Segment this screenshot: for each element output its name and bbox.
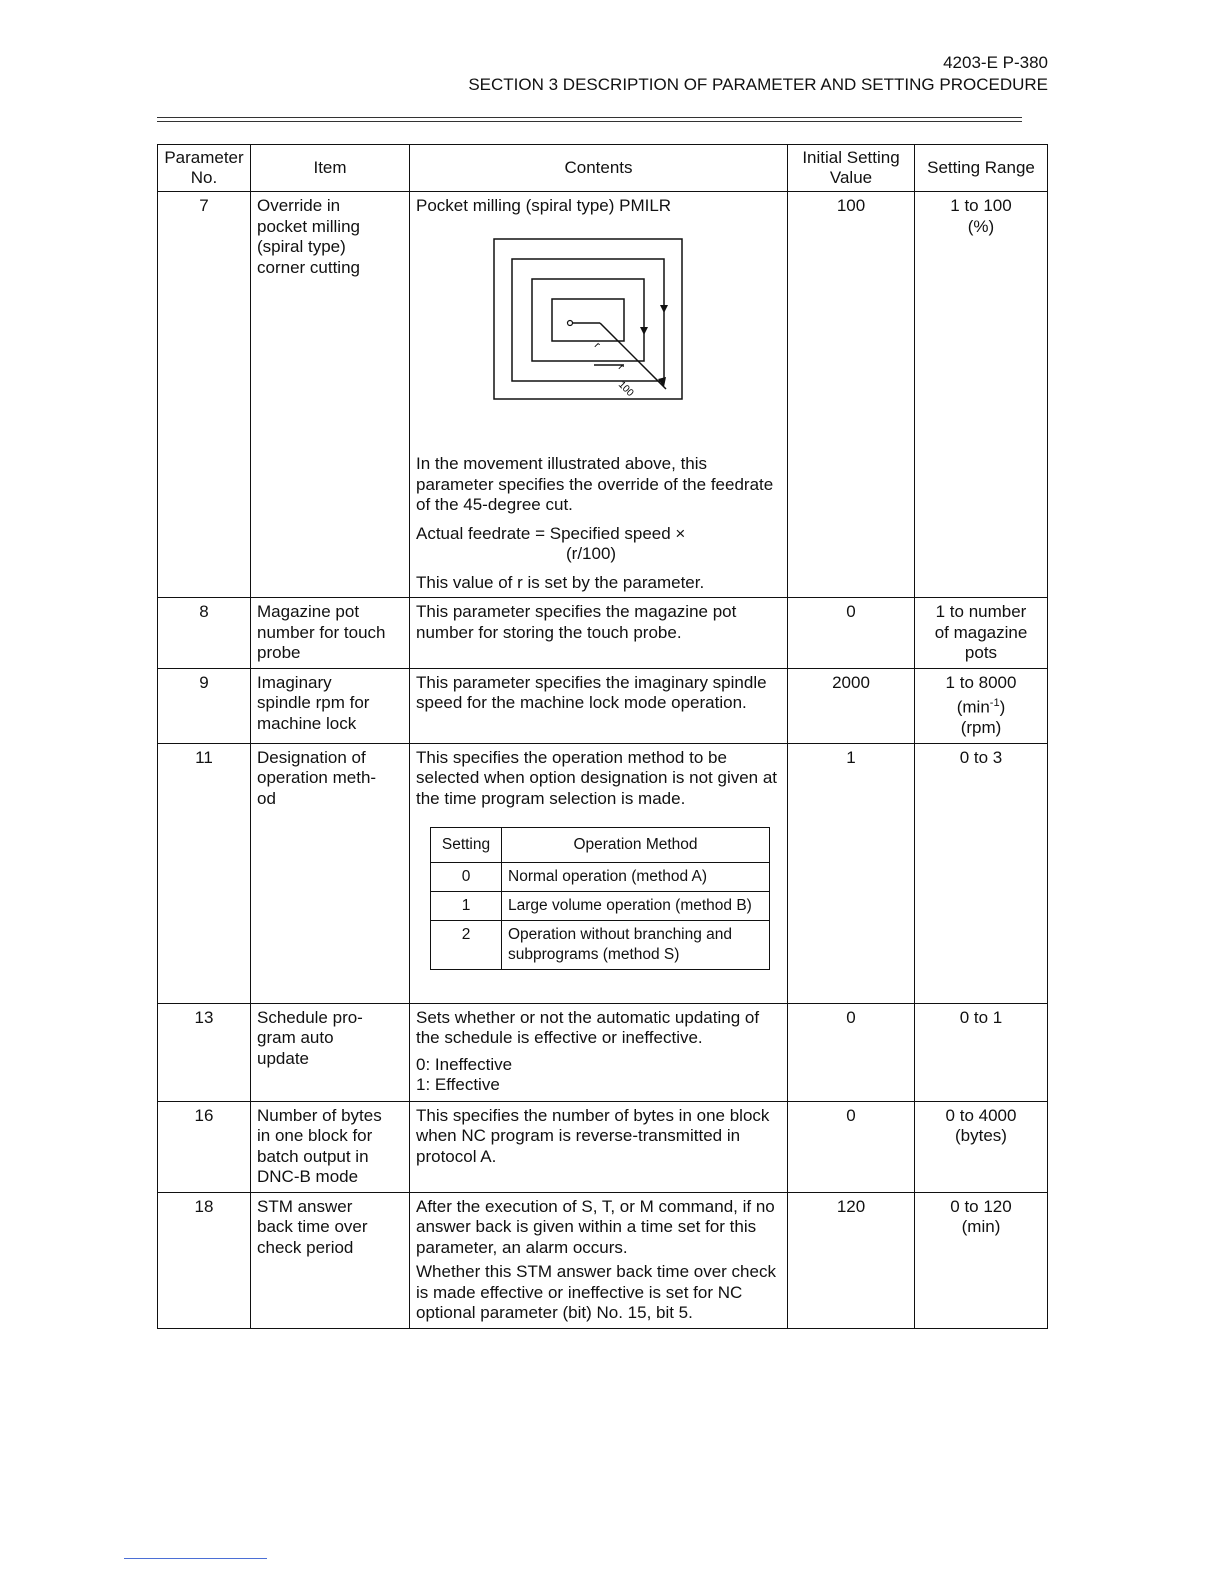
section-title: SECTION 3 DESCRIPTION OF PARAMETER AND SETTING PROCEDURE — [468, 75, 1048, 94]
item-name: STM answer back time over check period — [251, 1192, 410, 1328]
item-name: Designation of operation meth- od — [251, 743, 410, 1003]
header-setting-range: Setting Range — [915, 145, 1048, 192]
inner-row — [431, 892, 770, 921]
contents — [410, 1003, 788, 1101]
parameter-no: 9 — [158, 668, 251, 743]
initial-value: 0 — [788, 1101, 915, 1192]
inner-method: Large volume operation (method B) — [502, 892, 770, 921]
contents-description: After the execution of S, T, or M command, if no answer back is given within a time set for this parameter, an alarm occurs. — [416, 1196, 775, 1257]
spiral-pocket-figure — [444, 225, 754, 435]
range-unit-rpm: (rpm) — [960, 718, 1002, 738]
contents-description: In the movement illustrated above, this parameter specifies the override of the feedrate of the 45-degree cut. — [416, 454, 774, 514]
contents: This parameter specifies the magazine pot number for storing the touch probe. — [410, 598, 788, 669]
header-parameter-no: Parameter No. — [158, 145, 251, 192]
inner-header-method: Operation Method — [502, 828, 770, 863]
table-row — [158, 192, 1048, 598]
header-initial-setting: Initial Setting Value — [788, 145, 915, 192]
inner-setting: 1 — [431, 892, 502, 921]
header-rule-2 — [157, 121, 1022, 122]
parameter-no: 7 — [158, 192, 251, 598]
label-r-2: r — [615, 361, 627, 372]
setting-range: 1 to number of magazine pots — [915, 598, 1048, 669]
label-r: r — [591, 339, 603, 350]
range-unit — [921, 693, 1041, 718]
contents-intro: Pocket milling (spiral type) PMILR — [416, 196, 672, 215]
arrow-down-icon — [640, 327, 648, 335]
contents-description: Sets whether or not the automatic updating of the schedule is effective or ineffective. — [416, 1007, 760, 1048]
arrow-down-icon — [660, 305, 668, 313]
inner-header-setting: Setting — [431, 828, 502, 863]
innermost-path — [552, 299, 624, 341]
inner-method: Normal operation (method A) — [502, 863, 770, 892]
parameter-table — [157, 144, 1048, 1329]
contents — [410, 1192, 788, 1328]
setting-range: 0 to 1 — [915, 1003, 1048, 1101]
footer-rule — [124, 1558, 267, 1559]
inner-row — [431, 863, 770, 892]
initial-value: 1 — [788, 743, 915, 1003]
table-row — [158, 1192, 1048, 1328]
formula-line-2: (r/100) — [566, 544, 617, 563]
initial-value: 2000 — [788, 668, 915, 743]
inner-row — [431, 921, 770, 970]
setting-range: 0 to 3 — [915, 743, 1048, 1003]
inner-setting: 2 — [431, 921, 502, 970]
setting-range: 0 to 4000 (bytes) — [915, 1101, 1048, 1192]
middle-path — [512, 259, 664, 381]
contents-description: This specifies the operation method to be selected when option designation is not given at the time program selection is made. — [416, 747, 778, 808]
diagonal-cut — [600, 323, 666, 389]
parameter-no: 13 — [158, 1003, 251, 1101]
item-name: Schedule pro- gram auto update — [251, 1003, 410, 1101]
formula-line: Actual feedrate = Specified speed × — [416, 523, 686, 543]
inner-setting: 0 — [431, 863, 502, 892]
setting-range: 1 to 100 (%) — [915, 192, 1048, 598]
initial-value: 0 — [788, 1003, 915, 1101]
table-row — [158, 598, 1048, 669]
unit-close: ) — [999, 697, 1006, 717]
contents-note: This value of r is set by the parameter. — [416, 572, 705, 592]
item-name: Magazine pot number for touch probe — [251, 598, 410, 669]
inner-method: Operation without branching and subprograms (method S) — [502, 921, 770, 970]
table-row — [158, 1101, 1048, 1192]
item-name: Override in pocket milling (spiral type) corner cutting — [251, 192, 410, 598]
initial-value: 100 — [788, 192, 915, 598]
range-value: 1 to 8000 — [945, 672, 1017, 692]
table-row — [158, 1003, 1048, 1101]
header-contents: Contents — [410, 145, 788, 192]
contents — [410, 743, 788, 1003]
option-ineffective: 0: Ineffective — [416, 1054, 513, 1074]
table-header-row — [158, 145, 1048, 192]
setting-range: 0 to 120 (min) — [915, 1192, 1048, 1328]
item-name: Imaginary spindle rpm for machine lock — [251, 668, 410, 743]
header-item: Item — [251, 145, 410, 192]
item-name: Number of bytes in one block for batch output in DNC-B mode — [251, 1101, 410, 1192]
unit-min: (min — [956, 697, 990, 717]
option-effective: 1: Effective — [416, 1075, 500, 1095]
initial-value: 0 — [788, 598, 915, 669]
table-row — [158, 668, 1048, 743]
contents: This specifies the number of bytes in one block when NC program is reverse-transmitted in protocol A. — [410, 1101, 788, 1192]
setting-range — [915, 668, 1048, 743]
page-number: 4203-E P-380 — [943, 53, 1048, 72]
unit-exponent: -1 — [989, 697, 1000, 709]
inner-path — [532, 279, 644, 361]
initial-value: 120 — [788, 1192, 915, 1328]
label-100: 100 — [615, 378, 636, 399]
outer-path — [494, 239, 682, 399]
contents-note: Whether this STM answer back time over check is made effective or ineffective is set for NC optional parameter (bit) No. 15, bit 5. — [416, 1262, 776, 1323]
contents: This parameter specifies the imaginary spindle speed for the machine lock mode operation. — [410, 668, 788, 743]
header-rule — [157, 117, 1022, 118]
contents — [410, 192, 788, 598]
parameter-no: 11 — [158, 743, 251, 1003]
parameter-no: 16 — [158, 1101, 251, 1192]
start-point-icon — [568, 320, 573, 325]
operation-method-table — [430, 827, 770, 970]
parameter-no: 8 — [158, 598, 251, 669]
parameter-no: 18 — [158, 1192, 251, 1328]
table-row — [158, 743, 1048, 1003]
inner-header-row — [431, 828, 770, 863]
